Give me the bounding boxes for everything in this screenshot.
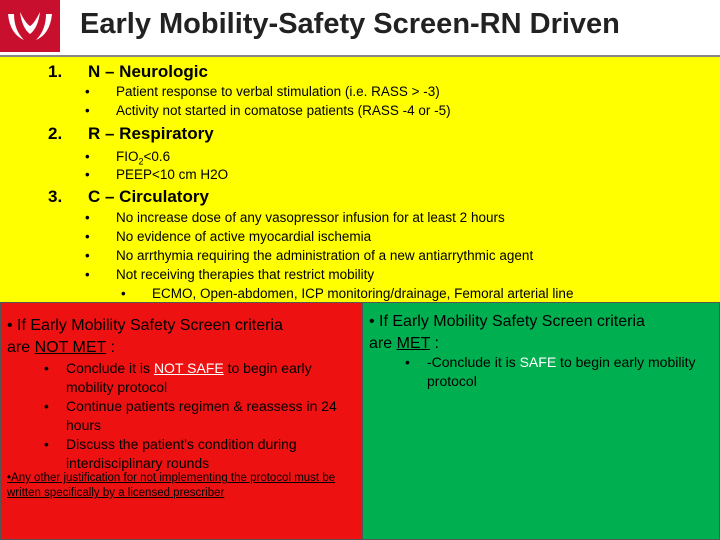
- bullet-text: No evidence of active myocardial ischemia: [116, 229, 372, 244]
- heading-text: are: [7, 339, 35, 356]
- section-neurologic: [48, 62, 208, 82]
- list-item: [405, 353, 707, 391]
- not-safe-label: NOT SAFE: [153, 360, 224, 376]
- list-item: [85, 149, 171, 167]
- section-respiratory: [48, 124, 214, 144]
- bullet-icon: •: [85, 167, 90, 182]
- bullet-icon: •: [121, 286, 126, 301]
- bullet-text: to begin early mobility protocol: [427, 354, 696, 389]
- list-item: [85, 84, 440, 99]
- section-number: 1.: [48, 62, 63, 81]
- fio-subscript: 2: [138, 156, 144, 167]
- bullet-icon: •: [85, 149, 90, 164]
- list-item: [85, 103, 451, 118]
- section-circulatory: [48, 187, 209, 207]
- criteria-panel: [0, 55, 720, 302]
- bullet-icon: •: [85, 267, 90, 282]
- heading-line: • If Early Mobility Safety Screen criteria: [7, 317, 283, 334]
- met-panel: [362, 302, 720, 540]
- not-met-heading: [7, 315, 357, 359]
- bullet-text: Patient response to verbal stimulation (i.e. RASS > -3): [116, 84, 440, 99]
- bullet-icon: •: [44, 436, 49, 452]
- bullet-icon: •: [85, 229, 90, 244]
- section-number: 3.: [48, 187, 63, 206]
- page-title: Early Mobility-Safety Screen-RN Driven: [80, 8, 620, 40]
- bullet-text: PEEP<10 cm H2O: [116, 167, 229, 182]
- section-label: C – Circulatory: [88, 187, 209, 206]
- safe-label: SAFE: [519, 354, 557, 370]
- list-item: [44, 397, 356, 435]
- section-label: N – Neurologic: [88, 62, 208, 81]
- list-item: [85, 267, 375, 282]
- bullet-icon: •: [85, 84, 90, 99]
- section-label: R – Respiratory: [88, 124, 214, 143]
- bullet-text: ECMO, Open-abdomen, ICP monitoring/drainage, Femoral arterial line: [152, 286, 574, 301]
- bullet-icon: •: [44, 398, 49, 414]
- bullet-text: -Conclude it is: [427, 354, 520, 370]
- bullet-text: to begin early mobility protocol: [66, 360, 312, 395]
- heading-text: are: [369, 335, 397, 352]
- not-met-label: NOT MET: [34, 339, 106, 356]
- bullet-icon: •: [44, 360, 49, 376]
- bullet-text: Discuss the patient's condition during interdisciplinary rounds: [66, 436, 297, 471]
- footnote: •Any other justification for not implementing the protocol must be written specifically by a licensed prescriber: [7, 472, 336, 499]
- list-item: [85, 248, 534, 263]
- list-item-sub: [121, 286, 574, 301]
- bullet-text: Not receiving therapies that restrict mobility: [116, 267, 375, 282]
- list-item: [85, 167, 229, 182]
- logo-mark-icon: [0, 0, 60, 52]
- list-item: [85, 210, 505, 225]
- list-item: [44, 435, 356, 473]
- bullet-icon: •: [85, 248, 90, 263]
- bullet-text: Continue patients regimen & reassess in 24 hours: [66, 398, 337, 433]
- fio-value: <0.6: [143, 149, 171, 164]
- bullet-text: No increase dose of any vasopressor infusion for at least 2 hours: [116, 210, 505, 225]
- fio-text: FIO: [116, 149, 139, 164]
- not-met-panel: [0, 302, 362, 540]
- heading-text: :: [106, 339, 115, 356]
- bullet-text: Activity not started in comatose patients (RASS -4 or -5): [116, 103, 451, 118]
- bullet-icon: •: [85, 103, 90, 118]
- header-bar: [0, 0, 720, 52]
- met-heading: [369, 311, 714, 355]
- list-item: [44, 359, 356, 397]
- met-label: MET: [396, 335, 431, 352]
- list-item: [85, 229, 372, 244]
- heading-text: :: [430, 335, 439, 352]
- bullet-icon: •: [405, 354, 410, 370]
- bullet-icon: •: [85, 210, 90, 225]
- bullet-text: Conclude it is: [66, 360, 154, 376]
- heading-line: • If Early Mobility Safety Screen criteria: [369, 313, 645, 330]
- bullet-text: No arrthymia requiring the administration of a new antiarrythmic agent: [116, 248, 534, 263]
- section-number: 2.: [48, 124, 63, 143]
